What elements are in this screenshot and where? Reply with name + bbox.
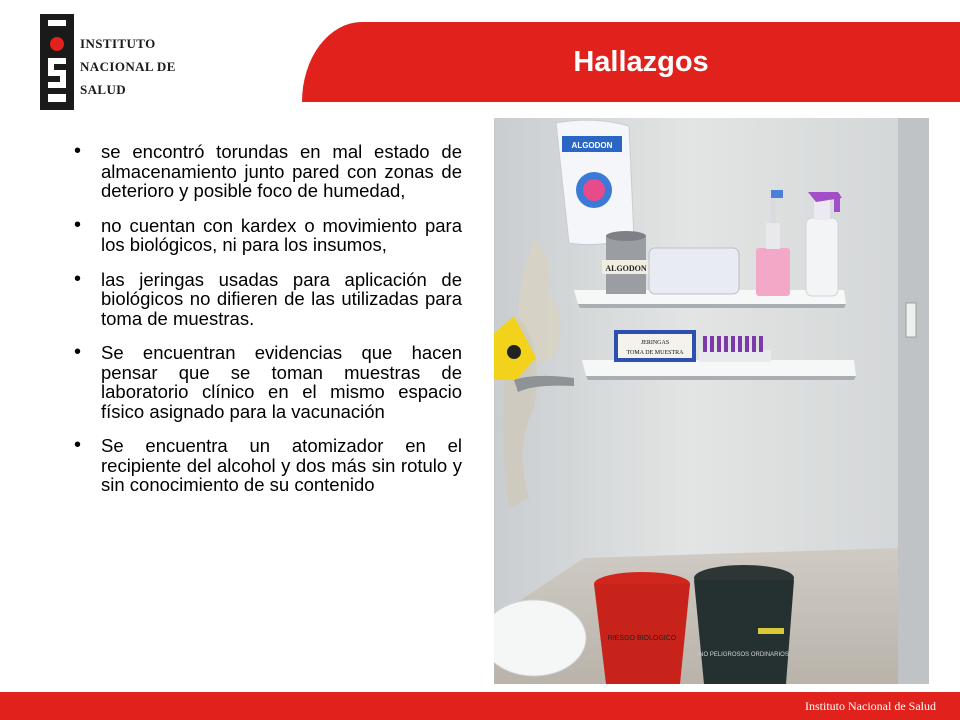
finding-item-2: • no cuentan con kardex o movimiento para los biológicos, ni para los insumos, [72,216,462,255]
finding-item-1: • se encontró torundas en mal estado de almacenamiento junto pared con zonas de deterioro y posible foco de humedad, [72,142,462,201]
findings-photo [494,118,929,684]
black-bin-label: NO PELIGROSOS ORDINARIOS [699,652,789,658]
red-bin [594,572,690,684]
logo-line-1: INSTITUTO [80,36,156,51]
ins-logo-text [80,32,176,101]
findings-list [72,142,462,510]
red-bin-label: RIESGO BIOLOGICO [607,635,677,642]
jar-label: ALGODON [605,264,647,273]
footer-bar [0,692,960,720]
lower-shelf [582,360,856,380]
cotton-bag-label: ALGODON [571,141,613,150]
black-bin [694,565,794,684]
findings-photo-svg [494,118,929,684]
finding-item-4: • Se encuentran evidencias que hacen pensar que se toman muestras de laboratorio clínico en el mismo espacio físico asignado para la vacunación [72,343,462,421]
finding-item-5: • Se encuentra un atomizador en el recipiente del alcohol y dos más sin rotulo y sin conocimiento de su contenido [72,436,462,495]
ins-logo-mark [40,14,74,110]
footer-text: Instituto Nacional de Salud [805,699,936,713]
logo-line-2: NACIONAL DE [80,59,176,74]
title-banner [302,22,960,102]
algodon-jar [602,231,650,294]
gauze-package [649,248,739,294]
ins-logo [40,12,190,112]
box-label-1: JERINGAS [640,340,670,346]
logo-line-3: SALUD [80,82,127,97]
finding-item-3: • las jeringas usadas para aplicación de biológicos no difieren de las utilizadas para toma de muestras. [72,270,462,329]
cotton-bag [556,120,634,245]
syringe-box [614,330,696,362]
box-label-2: TOMA DE MUESTRA [626,350,684,356]
page-title: Hallazgos [573,45,709,78]
